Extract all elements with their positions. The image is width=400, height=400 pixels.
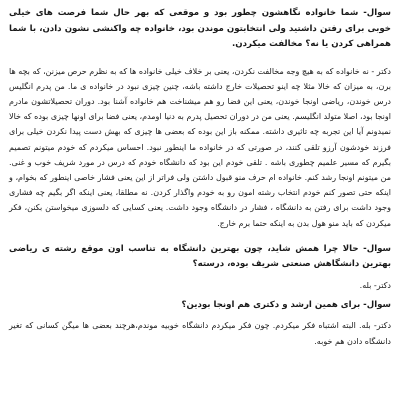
question-1: سوال- شما خانواده نگاهشون چطور بود و موقعی که بهر حال شما فرصت های خیلی خوبی برای رفتن داشتید ولی انتخابتون موندن بود، خانواده چه واکنشی نشون دادن، با شما همراهی کردن یا نه؟ مخالفت میکردن. — [9, 8, 391, 49]
answer-2: دکتر- بله. — [359, 280, 391, 290]
answer-1: دکتر - نه خانواده که به هیچ وجه مخالفت نکردن، یعنی بر خلاف خیلی خانواده ها که به نظرم حرص میزنن، که بچه ها برن، به میزان که خالا مثلا چه اینو تحصیلات خارج داشته باشه، چنین چیزی نبود در خانواده ی ما. من پدرم انگلیس درس خوندن، ریاضی اونجا خوندن، یعنی این فضا رو هم میشناخت هم خانواده آشنا بود. دوران تحصیلاتشون مادرم اونجا بود، اصلا متولد انگلیسم. یعنی من در دوران تحصیل پدرم به دنیا اومدم، یعنی فضا برای اونها چیزی بوده که خالا نمیدونم آیا این تجربه چه تاثیری داشته. ممکنه باز این بوده که بعضی ها چیزی که بهش دست پیدا نکردن خیلی برای فرزند خودشون آرزو تلقی کنند، در صورتی که در خانواده ما اینطور نبود. احساس میکردم که خودم میتونم تصمیم بگیرم که مسیر علمیم چطوری باشه . تلقی خودم این بود که دانشگاه خودم که درس در مورد شریف خوب و غنی. من میتونم اونجا رشد کنم. خانواده ام حرف منو قبول داشتن ولی فراتر از این یعنی فشار خاصی اینطور که بخوام، و اینکه حتی تصور کنم خودم انتخاب رشته امون رو به خودم واگذار کردن. نه مطلقا، یعنی اینکه اگر بگیم چه فشاری وجود داشت برای رفتن به دانشگاه ، فشار در دانشگاه وجود داشت. یعنی کسایی که دلسوزی میخواستن بکنن، فکر میکردن که باید منو هول بدن به اینکه حتما برم خارج. — [9, 66, 391, 228]
question-3: سوال- برای همین ارشد و دکتری هم اونجا بودین؟ — [181, 299, 391, 310]
question-2: سوال- حالا چرا همش شاید، چون بهترین دانشگاه به تناسب اون موقع رشته ی ریاضی بهترین دانشگاهش صنعتی شریف بوده، درسته؟ — [9, 243, 391, 270]
answer-3: دکتر- بله. البته اشتباه فکر میکردم. چون فکر میکردم دانشگاه خوبیه موندم،هرچند بعضی ها میگن کسانی که تغیر دانشگاه دادن هم خوبه. — [9, 321, 391, 346]
